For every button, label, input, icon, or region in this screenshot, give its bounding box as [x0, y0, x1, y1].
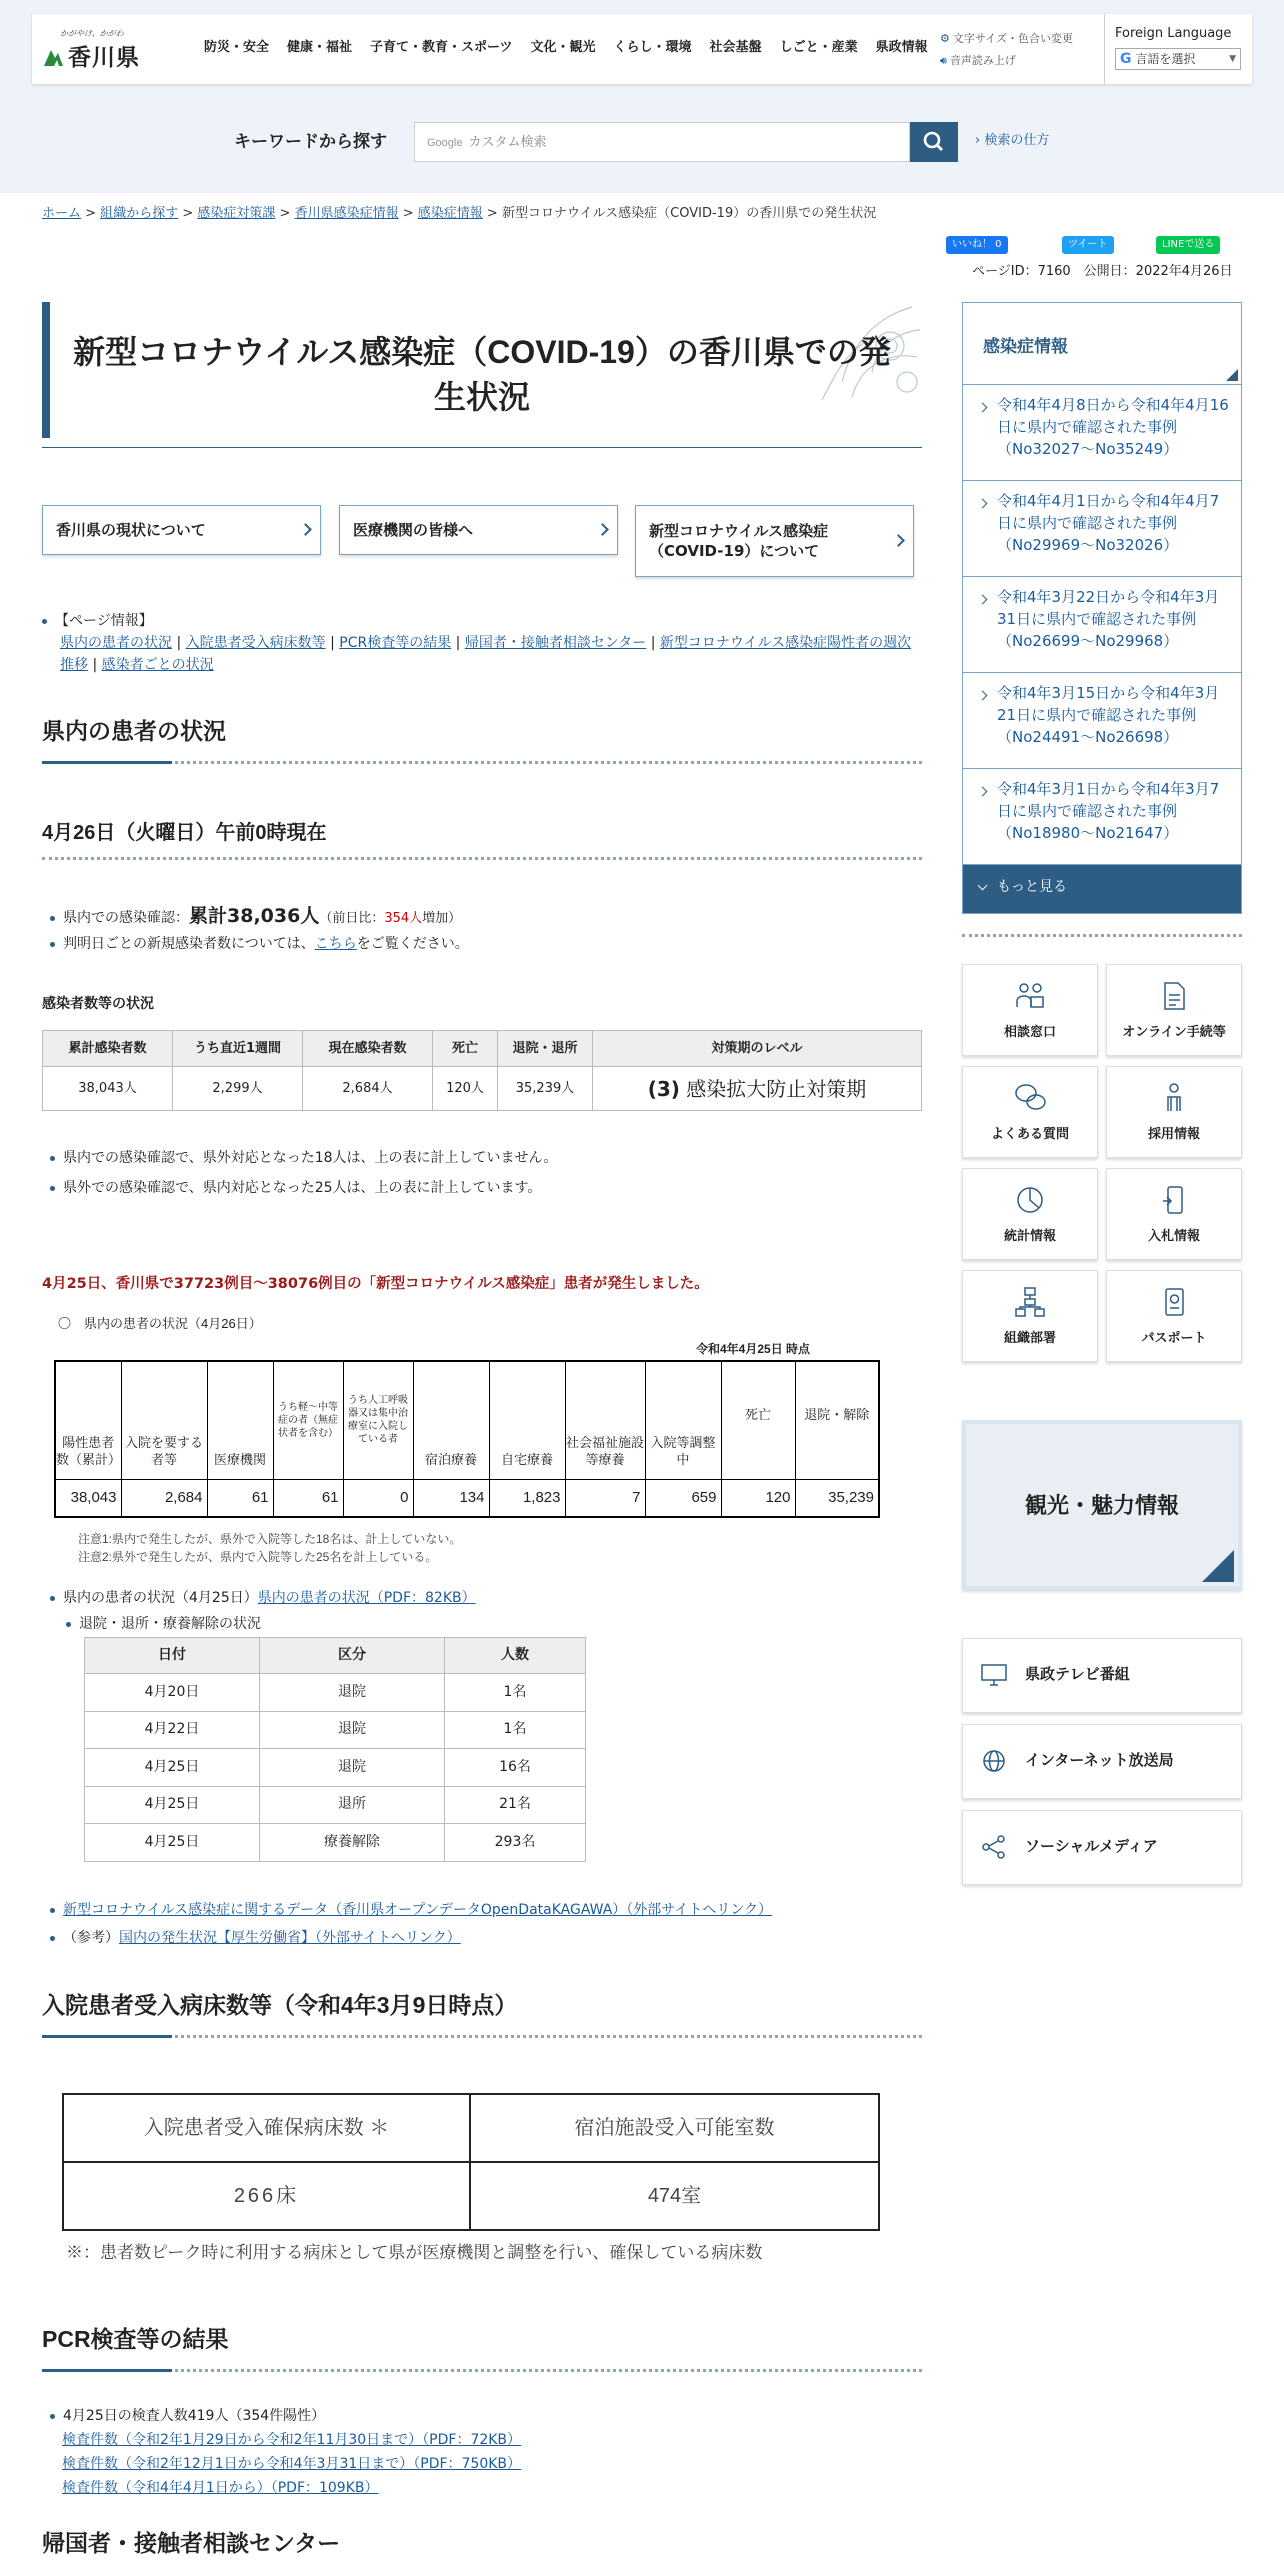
sidebar-more-button[interactable]: もっと見る	[963, 865, 1241, 913]
pdf-line	[50, 1588, 476, 1609]
table-row	[85, 1749, 586, 1787]
td-welfare: 7	[565, 1479, 645, 1517]
bullet-icon	[50, 1596, 55, 1601]
tile-label: 組織部署	[1003, 1331, 1056, 1346]
heading-accent	[42, 2369, 172, 2372]
td-date: 4月22日	[85, 1711, 260, 1749]
link-label: 県政テレビ番組	[1025, 1665, 1130, 1683]
section-heading-text: 県内の患者の状況	[42, 718, 226, 744]
heading-accent	[42, 761, 172, 764]
new-cases-link[interactable]: こちら	[314, 936, 357, 952]
beds-note: ※：患者数ピーク時に利用する病床として県が医療機関と調整を行い、確保している病床数	[66, 2243, 763, 2262]
breadcrumb-info[interactable]: 香川県感染症情報	[294, 206, 399, 221]
voice-read-link[interactable]	[940, 50, 1073, 72]
level-number: (3)	[647, 1076, 680, 1101]
reference-label: （参考）	[63, 1930, 119, 1946]
breadcrumb-infection[interactable]: 感染症情報	[417, 206, 483, 221]
sidebar-heading-text: 感染症情報	[983, 337, 1068, 357]
td-icu: 0	[343, 1479, 413, 1517]
sidebar-infection-info	[962, 302, 1242, 914]
th-death: 死亡	[433, 1031, 498, 1067]
th-released: 退院・解除	[795, 1361, 879, 1479]
th-mild: うち軽～中等症の者（無症状者を含む）	[273, 1361, 343, 1479]
search-label: キーワードから探す	[234, 132, 387, 152]
tourism-banner-label: 観光・魅力情報	[1024, 1494, 1179, 1519]
section-heading-center	[42, 2526, 922, 2568]
google-g-icon: G	[1120, 50, 1132, 67]
td-discharged: 35,239人	[498, 1067, 593, 1111]
people-icon	[1013, 979, 1047, 1013]
tile-label: 統計情報	[1003, 1229, 1056, 1244]
tile-faq[interactable]	[962, 1066, 1098, 1158]
td-count: 1名	[445, 1711, 586, 1749]
title-accent-bar	[42, 302, 50, 438]
nav-item-shigoto[interactable]: しごと・産業	[779, 40, 858, 55]
chevron-right-icon	[892, 534, 905, 547]
monitor-icon	[981, 1663, 1007, 1687]
page-title-box	[42, 302, 922, 448]
td-category: 退院	[260, 1674, 445, 1712]
infection-total-line	[50, 902, 461, 931]
th-home: 自宅療養	[489, 1361, 565, 1479]
th-medical: 医療機関	[207, 1361, 273, 1479]
td-current: 2,684人	[303, 1067, 433, 1111]
search-button[interactable]	[910, 122, 958, 162]
link-internet-broadcast[interactable]	[962, 1724, 1242, 1799]
td-dead: 120	[721, 1479, 795, 1517]
td-count: 21名	[445, 1786, 586, 1824]
passport-icon	[1157, 1285, 1191, 1319]
level-name: 感染拡大防止対策期	[686, 1076, 867, 1101]
mhlw-link[interactable]: 国内の発生状況【厚生労働省】（外部サイトへリンク）	[119, 1930, 461, 1946]
section-heading-text: PCR検査等の結果	[42, 2326, 229, 2352]
link-social-media[interactable]	[962, 1810, 1242, 1885]
page-title: 新型コロナウイルス感染症（COVID-19）の香川県での発生状況	[73, 334, 891, 415]
td-hotel: 134	[413, 1479, 489, 1517]
bullet-icon	[50, 1156, 55, 1161]
td-death: 120人	[433, 1067, 498, 1111]
section-heading-text: 帰国者・接触者相談センター	[42, 2530, 341, 2556]
table-row	[85, 1711, 586, 1749]
bullet-icon	[50, 1908, 55, 1913]
globe-icon	[981, 1749, 1007, 1773]
th-rooms: 宿泊施設受入可能室数	[470, 2094, 879, 2162]
th-adjusting: 入院等調整中	[645, 1361, 721, 1479]
th-week: うち直近1週間	[173, 1031, 303, 1067]
patient-status-table	[54, 1360, 880, 1518]
page-index-label: 【ページ情報】	[55, 613, 153, 629]
site-logo[interactable]	[42, 28, 182, 74]
language-select[interactable]	[1115, 48, 1241, 70]
quick-link-label: 新型コロナウイルス感染症（COVID-19）について	[649, 521, 829, 560]
td-count: 1名	[445, 1674, 586, 1712]
td-date: 4月25日	[85, 1786, 260, 1824]
share-icon	[981, 1835, 1007, 1859]
logo-name: 香川県	[68, 45, 140, 71]
pcr-line-text: 4月25日の検査人数419人（354件陽性）	[63, 2408, 326, 2424]
section-heading-beds	[42, 1988, 922, 2038]
td-count: 16名	[445, 1749, 586, 1787]
bullet-icon	[50, 942, 55, 947]
patients-pdf-link[interactable]: 県内の患者の状況（PDF：82KB）	[257, 1590, 476, 1606]
language-box	[1104, 14, 1252, 84]
speaker-icon: 🔊︎	[940, 54, 947, 67]
sidebar-heading[interactable]	[963, 303, 1241, 385]
discharge-title-text: 退院・退所・療養解除の状況	[79, 1616, 261, 1632]
status-date-text: 4月26日（火曜日）午前0時現在	[42, 822, 327, 844]
chevron-right-icon: ›	[975, 133, 981, 148]
search-help-label: 検索の仕方	[984, 133, 1050, 148]
pcr-pdf-link-1[interactable]: 検査件数（令和2年1月29日から令和2年11月30日まで）（PDF：72KB）	[62, 2432, 522, 2448]
th-welfare: 社会福祉施設等療養	[565, 1361, 645, 1479]
th-total: 累計感染者数	[43, 1031, 173, 1067]
breadcrumb-home[interactable]: ホーム	[42, 206, 82, 221]
nav-item-bunka[interactable]: 文化・観光	[530, 40, 596, 55]
table-row	[43, 1067, 922, 1111]
link-label: ソーシャルメディア	[1025, 1837, 1158, 1855]
th-icu: うち人工呼吸器又は集中治療室に入院している者	[343, 1361, 413, 1479]
site-header	[32, 14, 1252, 84]
discharge-title	[66, 1614, 261, 1635]
image-table-date: 令和4年4月25日 時点	[696, 1342, 811, 1356]
voice-read-label: 音声読み上げ	[949, 54, 1016, 67]
td-adjusting: 659	[645, 1479, 721, 1517]
beds-table	[62, 2093, 880, 2231]
image-note-1: 注意1:県内で発生したが、県外で入院等した18名は、計上していない。	[78, 1532, 462, 1546]
chevron-right-icon	[596, 523, 609, 536]
tile-statistics[interactable]	[962, 1168, 1098, 1260]
corner-triangle-icon	[1202, 1550, 1234, 1582]
bullet-icon	[50, 2414, 55, 2419]
discharge-table	[84, 1637, 586, 1862]
td-released: 35,239	[795, 1479, 879, 1517]
td-date: 4月20日	[85, 1674, 260, 1712]
td-category: 退院	[260, 1711, 445, 1749]
nav-item-kenko[interactable]: 健康・福祉	[287, 40, 353, 55]
tile-label: オンライン手続等	[1122, 1025, 1226, 1040]
tweet-button[interactable]: ツイート	[1062, 236, 1114, 254]
index-link-cases[interactable]: 感染者ごとの状況	[101, 657, 214, 673]
th-dead: 死亡	[721, 1361, 795, 1479]
mhlw-line	[50, 1928, 461, 1949]
image-note-2: 注意2:県外で発生したが、県内で入院等した25名を計上している。	[78, 1550, 438, 1564]
table-row	[85, 1674, 586, 1712]
td-category: 退院	[260, 1749, 445, 1787]
line-share-button[interactable]: LINEで送る	[1156, 236, 1220, 254]
logo-tagline: かがやけ、かがわ	[60, 29, 124, 38]
font-size-link[interactable]	[940, 28, 1073, 50]
index-link-beds[interactable]: 入院患者受入病床数等	[185, 635, 326, 651]
bullet-icon	[66, 1622, 71, 1627]
global-nav	[195, 38, 937, 58]
kagawa-logo-icon	[42, 46, 64, 68]
page-index: 【ページ情報】 県内の患者の状況 | 入院患者受入病床数等 | PCR検査等の結果 | 帰国者・接触者相談センター | 新型コロナウイルス感染症陽性者の週次推移 | 感染者ごとの状況	[42, 610, 922, 676]
bullet-icon	[50, 1936, 55, 1941]
td-level	[593, 1067, 922, 1111]
pcr-pdf-link-3[interactable]: 検査件数（令和4年4月1日から）（PDF：109KB）	[62, 2480, 379, 2496]
nav-item-bousai[interactable]: 防災・安全	[204, 40, 270, 55]
language-title: Foreign Language	[1115, 26, 1232, 41]
quick-link-medical[interactable]	[339, 505, 618, 555]
bullet-icon	[42, 619, 47, 624]
index-link-weekly[interactable]: 新型コロナウイルス感染症陽性者の週次推移	[60, 635, 912, 673]
sidebar-divider	[962, 934, 1242, 937]
tile-recruitment[interactable]	[1106, 1066, 1242, 1158]
index-link-center[interactable]: 帰国者・接触者相談センター	[464, 635, 647, 651]
table-header-row	[85, 1638, 586, 1674]
quick-link-label: 医療機関の皆様へ	[353, 520, 474, 539]
table-row	[55, 1479, 879, 1517]
tile-bidding[interactable]	[1106, 1168, 1242, 1260]
th-level: 対策期のレベル	[593, 1031, 922, 1067]
chevron-right-icon	[299, 523, 312, 536]
bullet-icon	[50, 916, 55, 921]
pie-chart-icon	[1013, 1183, 1047, 1217]
table-header-row	[43, 1031, 922, 1067]
heading-accent	[42, 2035, 172, 2038]
new-cases-line	[50, 934, 469, 955]
gear-icon: ⚙	[940, 32, 950, 45]
tile-label: パスポート	[1141, 1331, 1207, 1346]
search-icon	[910, 122, 958, 162]
bullet-icon	[50, 1186, 55, 1191]
tablet-icon	[1157, 1183, 1191, 1217]
quick-link-current-status[interactable]	[42, 505, 321, 555]
tile-online[interactable]	[1106, 964, 1242, 1056]
utility-links	[940, 28, 1073, 72]
line-text: 判明日ごとの新規感染者数については、	[63, 936, 315, 952]
nav-item-kensei[interactable]: 県政情報	[875, 40, 928, 55]
td-total: 38,043人	[43, 1067, 173, 1111]
index-link-pcr[interactable]: PCR検査等の結果	[339, 635, 452, 651]
line-text: （前日比：	[319, 911, 385, 926]
td-date: 4月25日	[85, 1749, 260, 1787]
line-text: をご覧ください。	[356, 936, 469, 952]
tile-consultation[interactable]	[962, 964, 1098, 1056]
tile-label: 相談窓口	[1003, 1025, 1056, 1040]
org-chart-icon	[1013, 1285, 1047, 1319]
table-row	[63, 2162, 879, 2230]
line-text: 県内での感染確認：	[63, 910, 189, 926]
pcr-line	[50, 2406, 325, 2427]
th-hospital-required: 入院を要する者等	[121, 1361, 207, 1479]
tile-label: よくある質問	[990, 1127, 1069, 1142]
note-inside	[50, 1178, 541, 1199]
font-size-label: 文字サイズ・色合い変更	[952, 32, 1073, 45]
tourism-banner[interactable]	[962, 1420, 1242, 1590]
corner-triangle-icon	[1226, 369, 1238, 381]
chevron-down-icon: ▼	[1229, 53, 1236, 64]
td-hospital-required: 2,684	[121, 1479, 207, 1517]
quick-link-about-covid[interactable]	[635, 505, 914, 577]
quick-link-label: 香川県の現状について	[56, 520, 206, 539]
td-mild: 61	[273, 1479, 343, 1517]
image-table-title: 〇 県内の患者の状況（4月26日）	[58, 1316, 262, 1331]
index-link-patients[interactable]: 県内の患者の状況	[60, 635, 172, 651]
table-row	[85, 1824, 586, 1862]
search-input[interactable]	[414, 122, 910, 162]
breadcrumb-dept[interactable]: 感染症対策課	[197, 206, 276, 221]
sidebar-item[interactable]: 令和4年3月22日から令和4年3月31日に県内で確認された事例（No26699～No29968）	[963, 577, 1241, 673]
total-count: 累計38,036人	[189, 905, 320, 927]
tile-organization[interactable]	[962, 1270, 1098, 1362]
google-label: Google	[427, 137, 463, 149]
sidebar-item[interactable]: 令和4年4月8日から令和4年4月16日に県内で確認された事例（No32027～No35249）	[963, 385, 1241, 481]
table-header-row	[63, 2094, 879, 2162]
td-category: 療養解除	[260, 1824, 445, 1862]
tile-label: 採用情報	[1147, 1127, 1200, 1142]
table-row	[85, 1786, 586, 1824]
opendata-line	[50, 1900, 772, 1921]
sidebar-item[interactable]: 令和4年3月15日から令和4年3月21日に県内で確認された事例（No24491～No26698）	[963, 673, 1241, 769]
person-icon	[1157, 1081, 1191, 1115]
th-date: 日付	[85, 1638, 260, 1674]
line-text: 増加）	[422, 911, 462, 926]
status-date-heading	[42, 818, 922, 860]
opendata-link[interactable]: 新型コロナウイルス感染症に関するデータ（香川県オープンデータOpenDataKAGAWA）（外部サイトへリンク）	[63, 1902, 773, 1918]
sidebar-item[interactable]: 令和4年4月1日から令和4年4月7日に県内で確認された事例（No29969～No32026）	[963, 481, 1241, 577]
search-placeholder: カスタム検索	[468, 134, 547, 149]
td-beds: 266床	[63, 2162, 470, 2230]
nav-item-kosodate[interactable]: 子育て・教育・スポーツ	[370, 40, 513, 55]
section-heading-pcr	[42, 2322, 922, 2372]
document-icon	[1157, 979, 1191, 1013]
pcr-pdf-link-2[interactable]: 検査件数（令和2年12月1日から令和4年3月31日まで）（PDF：750KB）	[62, 2456, 522, 2472]
td-rooms: 474室	[470, 2162, 879, 2230]
table-caption: 感染者数等の状況	[42, 996, 154, 1012]
th-beds: 入院患者受入確保病床数 ＊	[63, 2094, 470, 2162]
table-header-row	[55, 1361, 879, 1479]
breadcrumb-current: 新型コロナウイルス感染症（COVID-19）の香川県での発生状況	[501, 206, 877, 221]
th-category: 区分	[260, 1638, 445, 1674]
language-select-label: 言語を選択	[1135, 51, 1196, 66]
th-positive: 陽性患者数（累計）	[55, 1361, 121, 1479]
note-text: 県内での感染確認で、県外対応となった18人は、上の表に計上していません。	[63, 1150, 558, 1166]
td-positive: 38,043	[55, 1479, 121, 1517]
td-date: 4月25日	[85, 1824, 260, 1862]
td-category: 退所	[260, 1786, 445, 1824]
breadcrumb: ホーム > 組織から探す > 感染症対策課 > 香川県感染症情報 > 感染症情報 > 新型コロナウイルス感染症（COVID-19）の香川県での発生状況	[42, 206, 877, 221]
section-heading-text: 入院患者受入病床数等（令和4年3月9日時点）	[42, 1992, 518, 2018]
td-home: 1,823	[489, 1479, 565, 1517]
daily-increase: 354人	[384, 911, 423, 926]
th-hotel: 宿泊療養	[413, 1361, 489, 1479]
td-week: 2,299人	[173, 1067, 303, 1111]
section-heading-patients	[42, 714, 922, 764]
nav-item-shakai[interactable]: 社会基盤	[709, 40, 762, 55]
nav-item-kurashi[interactable]: くらし・環境	[613, 40, 692, 55]
chat-bubbles-icon	[1013, 1081, 1047, 1115]
note-text: 県外での感染確認で、県内対応となった25人は、上の表に計上しています。	[63, 1180, 542, 1196]
tile-label: 入札情報	[1147, 1229, 1200, 1244]
th-discharged: 退院・退所	[498, 1031, 593, 1067]
breadcrumb-org[interactable]: 組織から探す	[100, 206, 179, 221]
td-count: 293名	[445, 1824, 586, 1862]
facebook-like-button[interactable]: いいね！ 0	[946, 236, 1008, 254]
outbreak-alert: 4月25日、香川県で37723例目～38076例目の「新型コロナウイルス感染症」患者が発生しました。	[42, 1276, 709, 1292]
td-medical: 61	[207, 1479, 273, 1517]
tile-passport[interactable]	[1106, 1270, 1242, 1362]
summary-table	[42, 1030, 922, 1111]
th-current: 現在感染者数	[303, 1031, 433, 1067]
link-label: インターネット放送局	[1025, 1751, 1174, 1769]
page-info: ページID：7160 公開日：2022年4月26日	[972, 264, 1233, 279]
th-count: 人数	[445, 1638, 586, 1674]
pdf-line-text: 県内の患者の状況（4月25日）	[63, 1590, 258, 1606]
note-outside	[50, 1148, 557, 1169]
search-help-link[interactable]	[975, 131, 1049, 151]
link-tv-program[interactable]	[962, 1638, 1242, 1713]
sidebar-item[interactable]: 令和4年3月1日から令和4年3月7日に県内で確認された事例（No18980～No21647）	[963, 769, 1241, 865]
